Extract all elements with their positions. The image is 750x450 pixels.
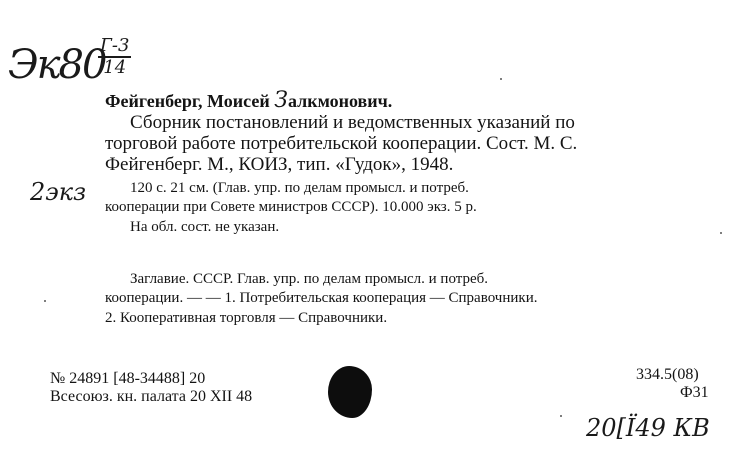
title-line-2: торговой работе потребительской кооперации. Сост. М. С. [105, 133, 578, 154]
author-mark: Ф31 [680, 384, 709, 401]
speck [44, 300, 46, 302]
ink-blot [328, 366, 372, 418]
fraction-numerator: Г-3 [100, 35, 130, 56]
collation-line-2: кооперации при Совете министров СССР). 10.000 экз. 5 р. [105, 199, 477, 215]
book-chamber-line: Всесоюз. кн. палата 20 XII 48 [50, 388, 253, 405]
record-number: № 24891 [48-34488] 20 [50, 370, 206, 387]
classification-number: 334.5(08) [636, 366, 699, 383]
author-patronymic: алкмонович. [287, 91, 393, 111]
speck [720, 232, 722, 234]
author-heading [105, 88, 392, 113]
tracing-line-3: 2. Кооперативная торговля — Справочники. [105, 310, 388, 326]
collation-line-3: На обл. сост. не указан. [130, 219, 280, 235]
speck [500, 78, 502, 80]
handwritten-fraction [98, 36, 131, 78]
speck [560, 415, 562, 417]
title-line-3: Фейгенберг. М., КОИЗ, тип. «Гудок», 1948. [105, 154, 454, 175]
title-line-1: Сборник постановлений и ведомственных указаний по [130, 112, 575, 133]
tracing-line-1: Заглавие. СССР. Глав. упр. по делам промысл. и потреб. [130, 271, 489, 287]
collation-line-1: 120 с. 21 см. (Глав. упр. по делам промысл. и потреб. [130, 180, 469, 196]
handwritten-date-note: 20[Ї49 КВ [586, 414, 710, 442]
handwritten-patronymic-correction: З [274, 88, 288, 113]
fraction-denominator: 14 [103, 57, 127, 78]
tracing-line-2: кооперации. — — 1. Потребительская кооперация — Справочники. [105, 290, 538, 306]
handwritten-shelfmark: Эк80 [8, 42, 106, 88]
handwritten-copies-note: 2экз [30, 178, 87, 206]
author-name: Фейгенберг, Моисей [105, 91, 270, 111]
